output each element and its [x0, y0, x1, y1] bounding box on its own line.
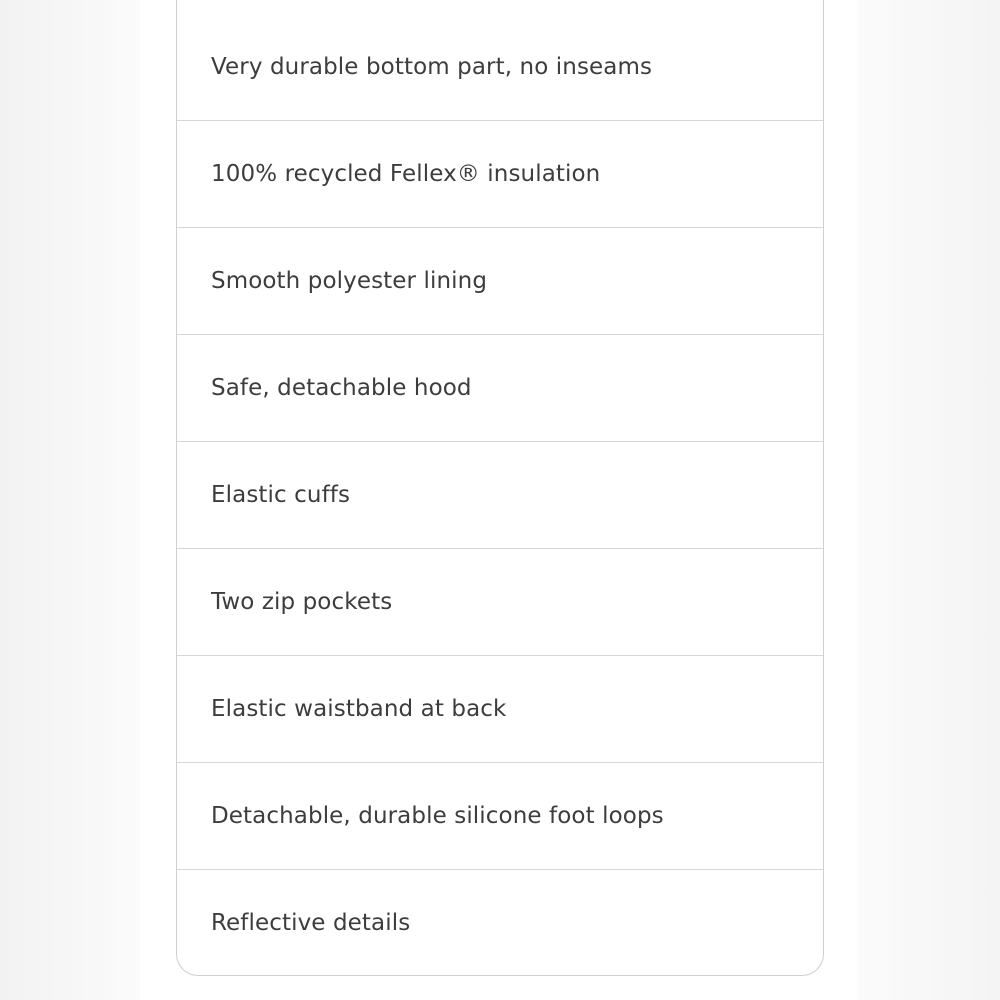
- product-features-list: [177, 0, 823, 976]
- list-item-feature: [177, 655, 823, 762]
- list-item-feature: [177, 0, 823, 120]
- product-features-card: [176, 0, 824, 976]
- feature-label: Detachable, durable silicone foot loops: [211, 803, 664, 829]
- list-item-feature: [177, 227, 823, 334]
- list-item-feature: [177, 334, 823, 441]
- list-item-feature: [177, 548, 823, 655]
- list-item-feature: [177, 441, 823, 548]
- list-item-feature: [177, 120, 823, 227]
- list-item-feature: [177, 869, 823, 976]
- feature-label: Smooth polyester lining: [211, 268, 488, 294]
- feature-label: Elastic cuffs: [211, 482, 351, 508]
- feature-label: Elastic waistband at back: [211, 696, 507, 722]
- feature-label: Very durable bottom part, no inseams: [211, 53, 653, 80]
- feature-label: Safe, detachable hood: [211, 375, 472, 401]
- list-item-feature: [177, 762, 823, 869]
- feature-label: Reflective details: [211, 910, 411, 936]
- feature-label: Two zip pockets: [211, 589, 393, 615]
- feature-label: 100% recycled Fellex® insulation: [211, 161, 601, 187]
